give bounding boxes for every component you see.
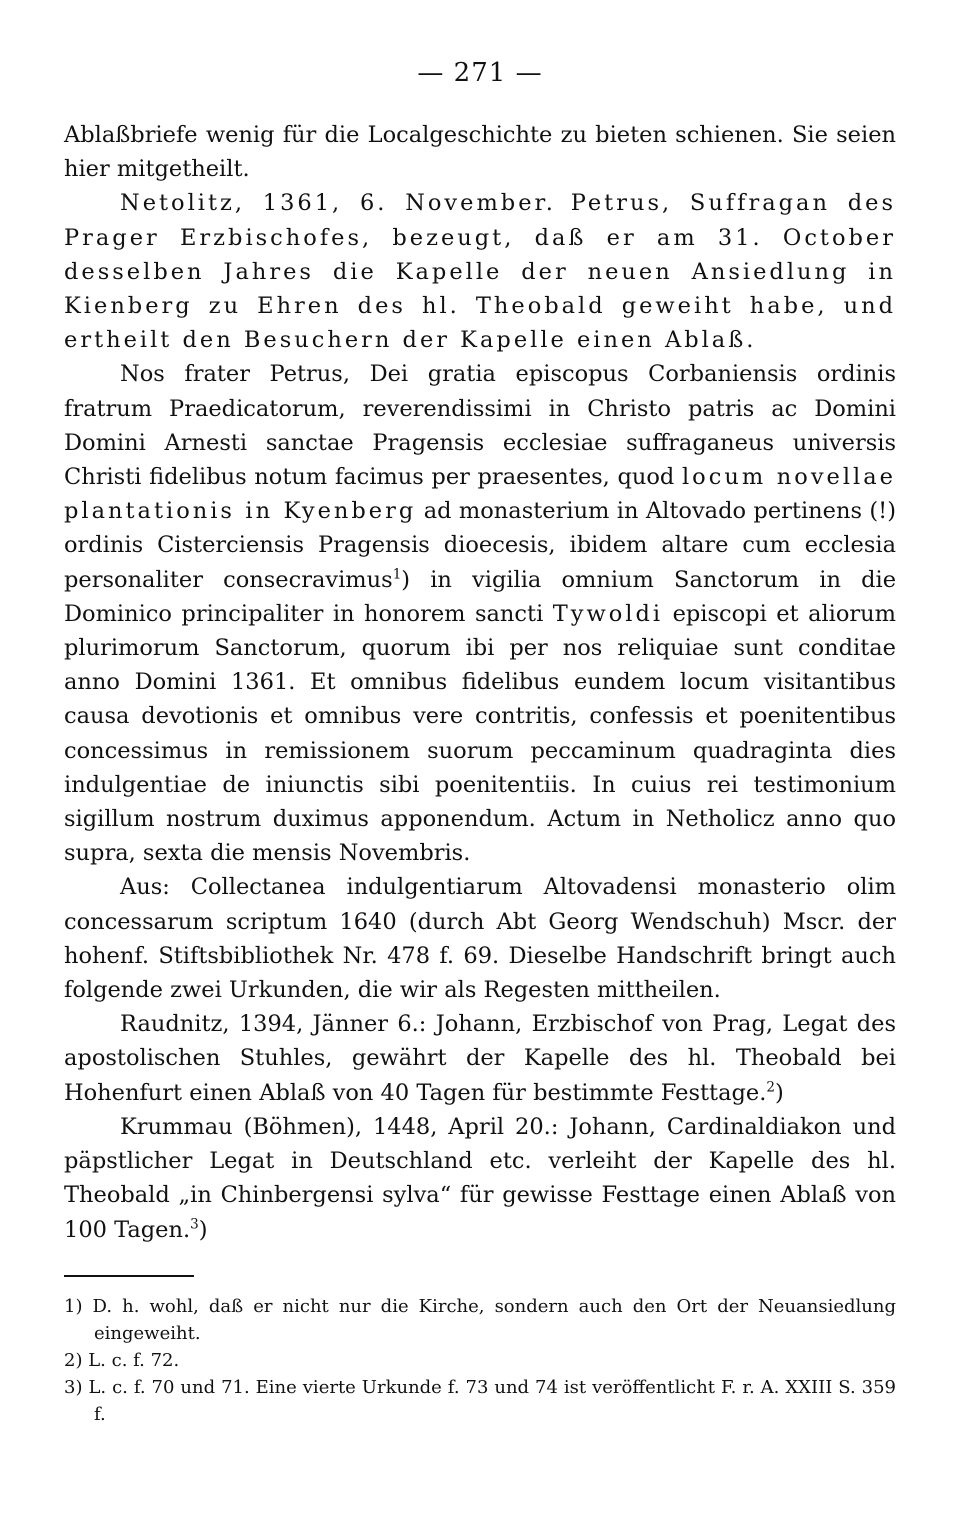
regest-krummau bbox=[64, 1110, 896, 1247]
source-note: Aus: Collectanea indulgentiarum Altovadensi monasterio olim concessarum scriptum 1640 (durch Abt Georg Wendschuh) Mscr. der hohenf. Stiftsbibliothek Nr. 478 f. 69. Dieselbe Handschrift bringt auch folgende zwei Urkunden, die wir als Regesten mittheilen. bbox=[64, 874, 896, 1004]
footnote-ref: 3 bbox=[190, 1216, 199, 1232]
latin-text-part: ad monasterium in Altovado pertinens (!) ordinis Cisterciensis Pragensis dioecesis, ibidem altare cum ecclesia personaliter consecravimus bbox=[64, 498, 897, 593]
regest-netolitz bbox=[64, 186, 896, 357]
page-number: — 271 — bbox=[417, 58, 543, 88]
footnote-ref: 2 bbox=[766, 1079, 775, 1096]
footnote-number: 3) bbox=[64, 1377, 83, 1398]
latin-text-part: ) in vigilia omnium Sanctorum in die Dominico principaliter in honorem sancti bbox=[64, 566, 897, 627]
footnote bbox=[64, 1374, 896, 1428]
regest-heading: Netolitz, 1361, 6. November. bbox=[120, 190, 556, 217]
regest-summary: Petrus, Suffragan des Prager Erzbischofes, bezeugt, daß er am 31. October desselben Jahres die Kapelle der neuen Ansiedlung in Kienberg zu Ehren des hl. Theobald geweiht habe, und ertheilt den Besuchern der Kapelle einen Ablaß. bbox=[64, 190, 896, 354]
footnote-rule bbox=[64, 1275, 194, 1277]
footnote-text: L. c. f. 72. bbox=[88, 1350, 180, 1371]
bracket: ) bbox=[774, 1079, 784, 1106]
bracket: ) bbox=[198, 1216, 208, 1243]
footnote-ref: 1 bbox=[392, 566, 402, 583]
footnote bbox=[64, 1293, 896, 1347]
footnote bbox=[64, 1347, 896, 1374]
footnote-text: D. h. wohl, daß er nicht nur die Kirche, sondern auch den Ort der Neuansiedlung eingeweiht. bbox=[92, 1296, 896, 1344]
latin-charter bbox=[64, 357, 896, 870]
regest-text: Krummau (Böhmen), 1448, April 20.: Johann, Cardinaldiakon und päpstlicher Legat in Deutschland etc. verleiht der Kapelle des hl. Theobald „in Chinbergensi sylva“ für gewisse Festtage einen Ablaß von 100 Tagen. bbox=[64, 1113, 896, 1243]
footnote-text: L. c. f. 70 und 71. Eine vierte Urkunde f. 73 und 74 ist veröffentlicht F. r. A. XXIII S. 359 f. bbox=[88, 1377, 896, 1425]
lead-paragraph: Ablaßbriefe wenig für die Localgeschichte zu bieten schienen. Sie seien hier mitgetheilt. bbox=[64, 122, 896, 183]
latin-text-part: Nos frater Petrus, Dei gratia episcopus Corbaniensis ordinis fratrum Praedicatorum, reverendissimi in Christo patris ac Domini Domini Arnesti sanctae Pragensis ecclesiae suffraganeus universis Christi fidelibus notum facimus per praesentes, quod bbox=[64, 361, 896, 491]
footnote-number: 1) bbox=[64, 1296, 83, 1317]
spaced-name: Tywoldi bbox=[552, 600, 664, 627]
latin-text-part: episcopi et aliorum plurimorum Sanctorum, quorum ibi per nos reliquiae sunt conditae anno Domini 1361. Et omnibus fidelibus eundem locum visitantibus causa devotionis et omnibus vere contritis, confessis et poenitentibus concessimus in remissionem suorum peccaminum quadraginta dies indulgentiae de iniunctis sibi poenitentiis. In cuius rei testimonium sigillum nostrum duximus apponendum. Actum in Netholicz anno quo supra, sexta die mensis Novembris. bbox=[64, 600, 897, 867]
spaced-phrase: locum novellae plantationis in Kyenberg bbox=[64, 464, 896, 525]
footnote-number: 2) bbox=[64, 1350, 83, 1371]
main-text bbox=[64, 118, 896, 1247]
regest-text: Raudnitz, 1394, Jänner 6.: Johann, Erzbischof von Prag, Legat des apostolischen Stuhles, gewährt der Kapelle des hl. Theobald bei Hohenfurt einen Ablaß von 40 Tagen für bestimmte Festtage. bbox=[64, 1011, 896, 1106]
footnotes bbox=[64, 1293, 896, 1428]
regest-raudnitz bbox=[64, 1007, 896, 1110]
